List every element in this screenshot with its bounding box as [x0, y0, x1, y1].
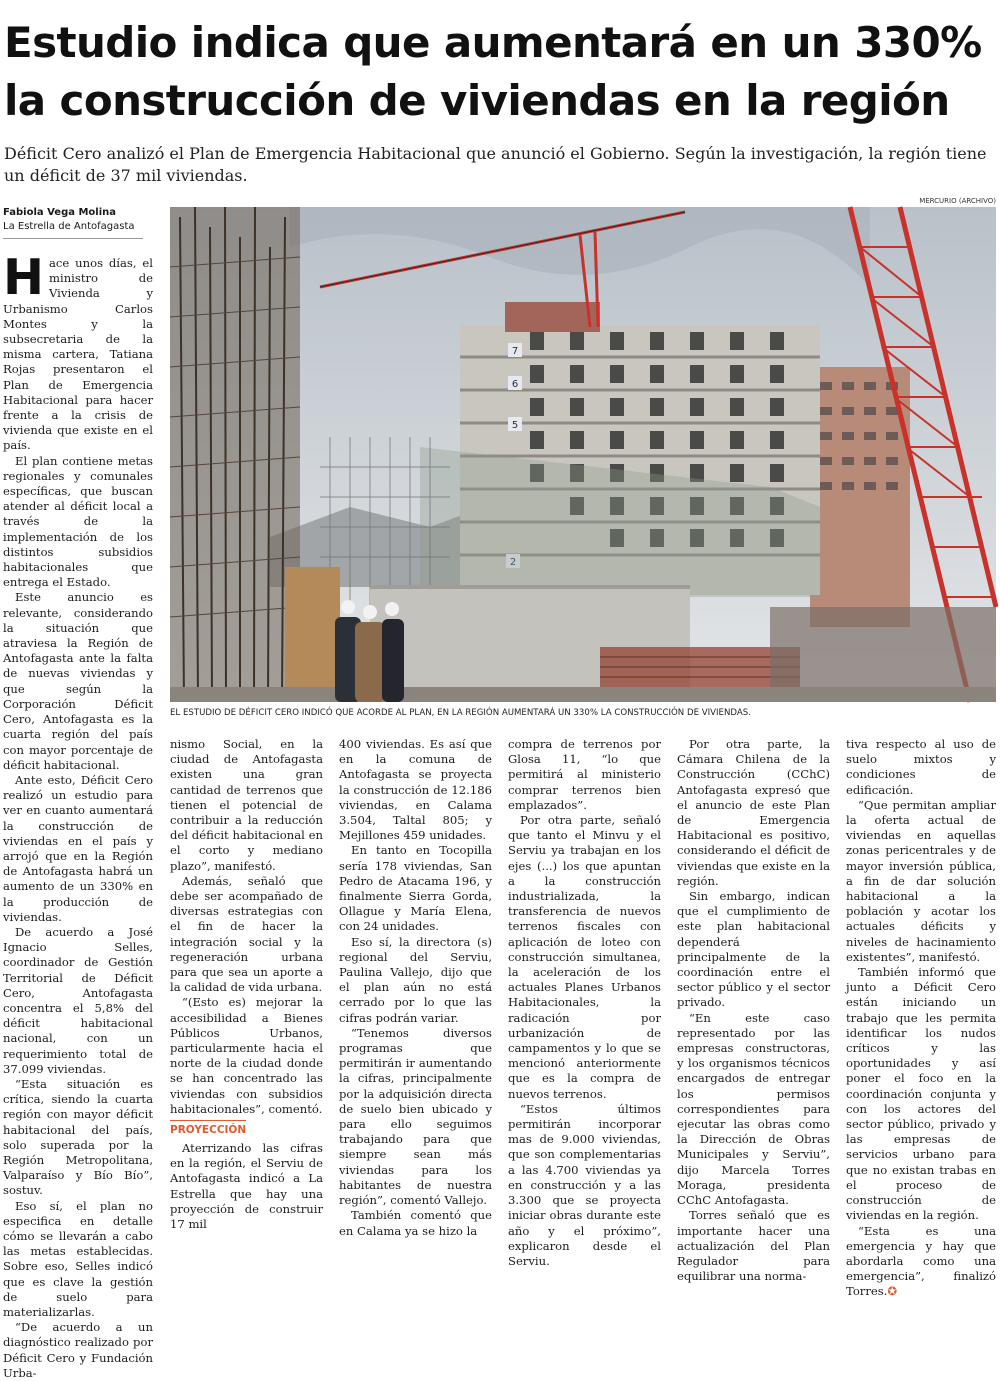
- paragraph: 400 viviendas. Es así que en la comuna de Antofagasta se proyecta la construcción de 12.186 viviendas, en Calama 3.504, Taltal 805; y Mejillones 459 unidades.: [339, 737, 492, 843]
- article-column-4: [508, 737, 661, 1268]
- article-column-6: [846, 737, 996, 1299]
- paragraph: tiva respecto al uso de suelo mixtos y condiciones de edificación.: [846, 737, 996, 797]
- paragraph: “Que permitan ampliar la oferta actual de viviendas en aquellas zonas pericentrales y de mayor inversión pública, a fin de dar solución habitacional a la población y acotar los actuales déficits y niveles de hacinamiento existentes”, manifestó.: [846, 797, 996, 964]
- article-column-5: [677, 737, 830, 1284]
- paragraph: Ante esto, Déficit Cero realizó un estudio para ver en cuanto aumentará la construcción de viviendas en el país y arrojó que en la Región de Antofagasta habrá un aumento de un 330% en la producción de viviendas.: [3, 772, 153, 924]
- construction-photo: [170, 207, 996, 702]
- paragraph: [3, 249, 153, 454]
- paragraph: “(Esto es) mejorar la accesibilidad a Bienes Públicos Urbanos, particularmente hacia el norte de la ciudad donde se han concentrado las viviendas con subsidios habitacionales”, comentó.: [170, 995, 323, 1116]
- paragraph: Eso sí, el plan no especifica en detalle cómo se llevarán a cabo las metas establecidas. Sobre eso, Selles indicó que es clave la gestión de suelo para materializarlas.: [3, 1198, 153, 1320]
- floor-number: 7: [511, 346, 519, 357]
- paragraph: En tanto en Tocopilla sería 178 viviendas, San Pedro de Atacama 196, y finalmente Sierra Gorda, Ollague y María Elena, con 24 unidades.: [339, 843, 492, 934]
- paragraph: Sin embargo, indican que el cumplimiento de este plan habitacional dependerá principalmente de la coordinación entre el sector público y el sector privado.: [677, 889, 830, 1010]
- paragraph: Eso sí, la directora (s) regional del Serviu, Paulina Vallejo, dijo que el plan aún no está cerrado por lo que las cifras podrán variar.: [339, 934, 492, 1025]
- drop-cap: H: [3, 249, 45, 306]
- headline: [4, 14, 996, 130]
- byline: [3, 206, 143, 234]
- paragraph-text: “Esta es una emergencia y hay que abordarla como una emergencia”, finalizó Torres.: [846, 1223, 996, 1299]
- photo-credit: MERCURIO (ARCHIVO): [919, 197, 996, 205]
- paragraph: Torres señaló que es importante hacer una actualización del Plan Regulador para equilibrar una norma-: [677, 1208, 830, 1284]
- paragraph: De acuerdo a José Ignacio Selles, coordinador de Gestión Territorial de Déficit Cero, Antofagasta concentra el 5,8% del déficit habitacional nacional, con un requerimiento total de 37.099 viviendas.: [3, 924, 153, 1076]
- paragraph: “Esta situación es crítica, siendo la cuarta región con mayor déficit habitacional del país, solo superada por la Región Metropolitana, Valparaíso y Bío Bío”, sostuv.: [3, 1076, 153, 1198]
- article-column-2: [170, 737, 323, 1237]
- byline-divider: [3, 238, 143, 239]
- floor-number: 5: [511, 420, 519, 431]
- paragraph: compra de terrenos por Glosa 11, “lo que permitirá al ministerio comprar terrenos bien emplazados”.: [508, 737, 661, 812]
- paragraph: Aterrizando las cifras en la región, el Serviu de Antofagasta indicó a La Estrella que hay una proyección de construir 17 mil: [170, 1141, 323, 1232]
- floor-number: 6: [511, 379, 519, 390]
- headline-line-1: Estudio indica que aumentará en un 330%: [4, 18, 982, 67]
- paragraph: Este anuncio es relevante, considerando la situación que atraviesa la Región de Antofagasta ante la falta de nuevas viviendas y que según la Corporación Déficit Cero, Antofagasta es la cuarta región del país con mayor porcentaje de déficit habitacional.: [3, 590, 153, 772]
- outlet-name: La Estrella de Antofagasta: [3, 221, 135, 232]
- floor-number: 2: [509, 557, 517, 568]
- paragraph: nismo Social, en la ciudad de Antofagasta existen una gran cantidad de terrenos que tienen el potencial de contribuir a la reducción del déficit habitacional en el corto y mediano plazo”, manifestó.: [170, 737, 323, 873]
- paragraph: Por otra parte, la Cámara Chilena de la Construcción (CChC) Antofagasta expresó que el anuncio de este Plan de Emergencia Habitacional es positivo, considerando el déficit de viviendas que existe en la región.: [677, 737, 830, 888]
- paragraph: “En este caso representado por las empresas constructoras, y los organismos técnicos encargados de entregar los permisos correspondientes para ejecutar las obras como la Dirección de Obras Municipales y Serviu”, dijo Marcela Torres Moraga, presidenta CChC Antofagasta.: [677, 1010, 830, 1208]
- paragraph: También informó que junto a Déficit Cero están iniciando un trabajo que les permita identificar los nudos críticos y las oportunidades y así poner el foco en la coordinación conjunta y con los actores del sector público, privado y las empresas de servicios urbano para que no existan trabas en el proceso de construcción de viviendas en la región.: [846, 965, 996, 1223]
- article-column-1: [3, 249, 153, 1380]
- paragraph: Por otra parte, señaló que tanto el Minvu y el Serviu ya trabajan en los ejes (...) los que apuntan a la construcción industrializada, la transferencia de nuevos terrenos fiscales con aplicación de loteo con construcción simultanea, la aceleración de los actuales Planes Urbanos Habitacionales, la radicación por urbanización de campamentos y lo que se mencionó anteriormente que es la compra de nuevos terrenos.: [508, 813, 661, 1101]
- paragraph: “Estos últimos permitirán incorporar mas de 9.000 viviendas, que son complementarias a las 4.700 viviendas ya en construcción y a las 3.300 que se proyecta iniciar obras durante este año y el próximo”, explicaron desde el Serviu.: [508, 1101, 661, 1268]
- article-column-3: [339, 737, 492, 1237]
- paragraph: El plan contiene metas regionales y comunales específicas, que buscan atender al déficit local a través de la implementación de los distintos subsidios habitacionales que entrega el Estado.: [3, 453, 153, 590]
- paragraph: Además, señaló que debe ser acompañado de diversas estrategias con el fin de hacer la integración social y la regeneración urbana para que sea un aporte a la calidad de vida urbana.: [170, 873, 323, 995]
- construction-illustration: [170, 207, 996, 702]
- author-name: Fabiola Vega Molina: [3, 207, 117, 218]
- section-label: PROYECCIÓN: [170, 1120, 246, 1138]
- paragraph: “Tenemos diversos programas que permitirán ir aumentando la cifras, principalmente por la adquisición directa de suelo bien ubicado y para ello seguimos trabajando para que siempre sean más viviendas para los habitantes de nuestra región”, comentó Vallejo.: [339, 1025, 492, 1208]
- photo-caption: EL ESTUDIO DE DÉFICIT CERO INDICÓ QUE ACORDE AL PLAN, EN LA REGIÓN AUMENTARÁ UN 330% LA CONSTRUCCIÓN DE VIVIENDAS.: [170, 708, 751, 718]
- headline-line-2: la construcción de viviendas en la región: [4, 76, 950, 125]
- paragraph: “De acuerdo a un diagnóstico realizado por Déficit Cero y Fundación Urba-: [3, 1320, 153, 1380]
- paragraph: También comentó que en Calama ya se hizo la: [339, 1208, 492, 1238]
- end-mark-icon: ✪: [887, 1284, 898, 1299]
- paragraph: [846, 1224, 996, 1300]
- paragraph-text: ace unos días, el ministro de Vivienda y Urbanismo Carlos Montes y la subsecretaria de la misma cartera, Tatiana Rojas presentaron el Plan de Emergencia Habitacional para hacer frente a la crisis de vivienda que existe en el país.: [3, 256, 153, 453]
- subheadline: Déficit Cero analizó el Plan de Emergencia Habitacional que anunció el Gobierno. Según la investigación, la región tiene un déficit de 37 mil viviendas.: [4, 144, 987, 185]
